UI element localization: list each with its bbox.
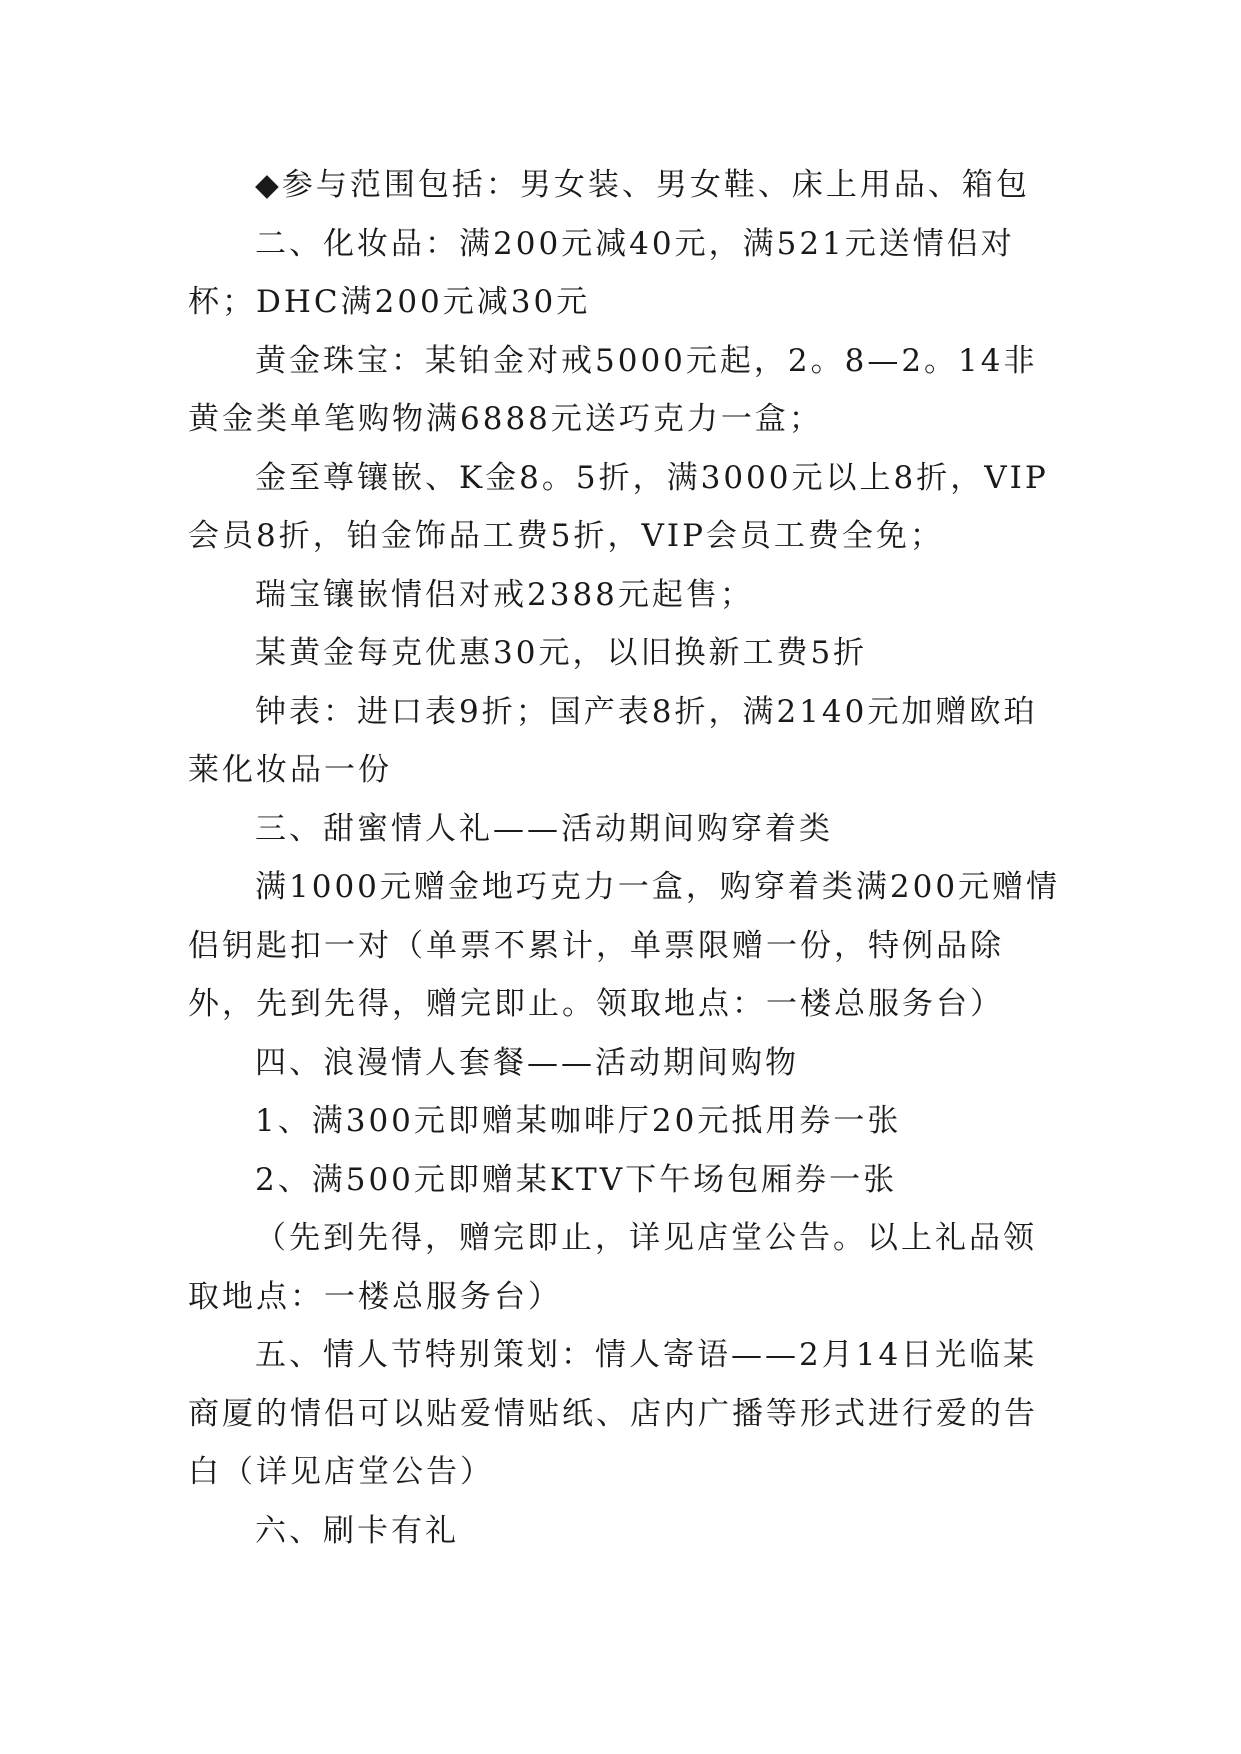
paragraph-pickup-note: （先到先得，赠完即止，详见店堂公告。以上礼品领取地点：一楼总服务台） <box>188 1220 1037 1315</box>
paragraph-cosmetics: 二、化妆品：满200元减40元，满521元送情侣对杯；DHC满200元减30元 <box>188 225 1015 320</box>
paragraph-coupon-ktv: 2、满500元即赠某KTV下午场包厢券一张 <box>255 1161 898 1198</box>
paragraph-coupon-cafe: 1、满300元即赠某咖啡厅20元抵用券一张 <box>255 1103 902 1139</box>
paragraph-gold-offer: 某黄金每克优惠30元，以旧换新工费5折 <box>255 635 868 671</box>
document-page <box>188 156 1068 1560</box>
paragraph-jewelry: 黄金珠宝：某铂金对戒5000元起，2。8—2。14非黄金类单笔购物满6888元送巧克力一盒； <box>188 342 1038 437</box>
paragraph-inlay-discount: 金至尊镶嵌、K金8。5折，满3000元以上8折，VIP会员8折，铂金饰品工费5折，VIP会员工费全免； <box>188 459 1049 554</box>
paragraph-scope: ◆参与范围包括：男女装、男女鞋、床上用品、箱包 <box>255 167 1030 203</box>
paragraph-watches: 钟表：进口表9折；国产表8折，满2140元加赠欧珀莱化妆品一份 <box>188 693 1038 788</box>
paragraph-section-three-body: 满1000元赠金地巧克力一盒，购穿着类满200元赠情侣钥匙扣一对（单票不累计，单票限赠一份，特例品除外，先到先得，赠完即止。领取地点：一楼总服务台） <box>188 869 1061 1022</box>
paragraph-section-five: 五、情人节特别策划：情人寄语——2月14日光临某商厦的情侣可以贴爱情贴纸、店内广播等形式进行爱的告白（详见店堂公告） <box>188 1337 1038 1490</box>
paragraph-section-three-heading: 三、甜蜜情人礼——活动期间购穿着类 <box>255 810 833 847</box>
paragraph-couple-rings: 瑞宝镶嵌情侣对戒2388元起售； <box>255 576 754 613</box>
paragraph-section-four-heading: 四、浪漫情人套餐——活动期间购物 <box>255 1044 799 1081</box>
paragraph-section-six: 六、刷卡有礼 <box>255 1512 459 1549</box>
